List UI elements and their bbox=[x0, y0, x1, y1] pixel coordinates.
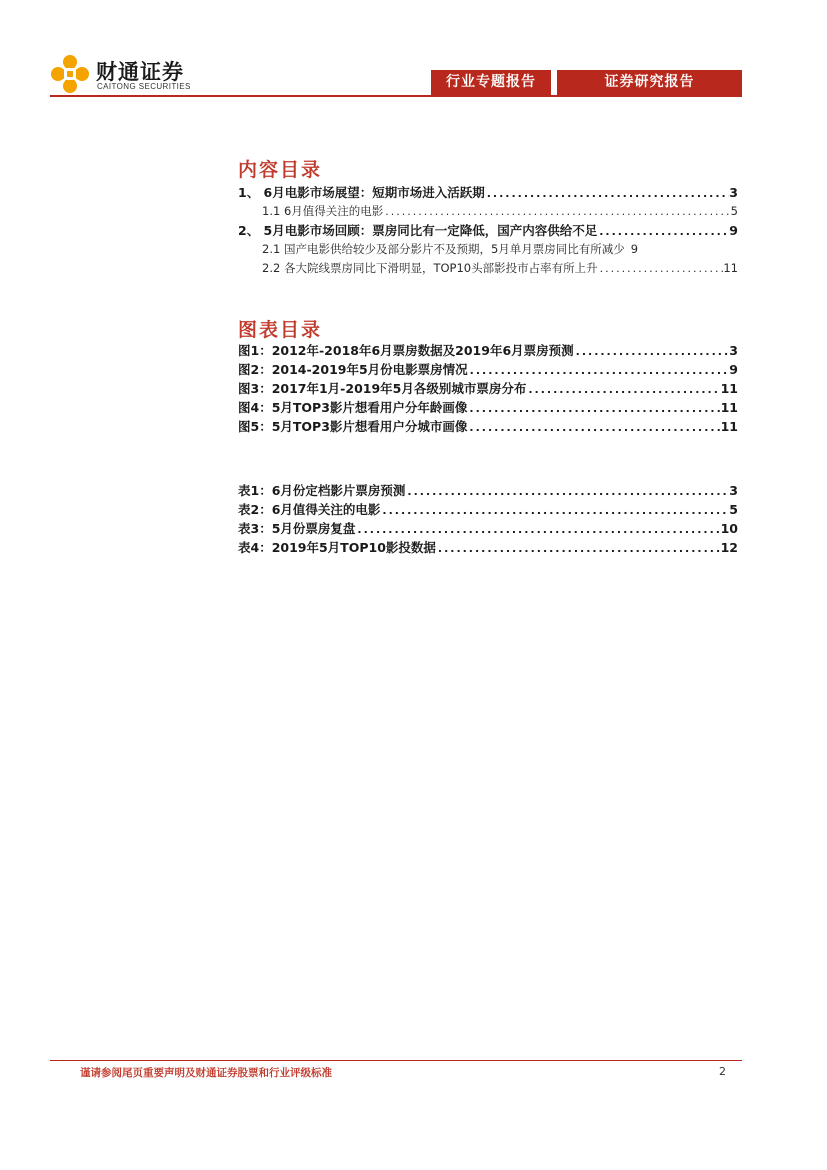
logo-english-text: CAITONG SECURITIES bbox=[97, 82, 191, 91]
toc-entry-page: 9 bbox=[729, 223, 738, 238]
toc-entry-page: 9 bbox=[630, 242, 639, 256]
toc-entry-page: 3 bbox=[729, 185, 738, 200]
figure-entry[interactable] bbox=[238, 361, 738, 379]
table-entry-text: 表4：2019年5月TOP10影投数据 bbox=[238, 540, 436, 555]
leader-dots bbox=[526, 381, 720, 398]
figure-entry-page: 11 bbox=[720, 400, 738, 415]
table-entry[interactable] bbox=[238, 520, 738, 538]
figure-entry-page: 3 bbox=[729, 343, 738, 358]
leader-dots bbox=[485, 185, 730, 202]
figure-entry-text: 图5：5月TOP3影片想看用户分城市画像 bbox=[238, 419, 468, 434]
leader-dots bbox=[597, 223, 729, 240]
report-type-tab: 行业专题报告 bbox=[431, 70, 551, 95]
table-entry-page: 10 bbox=[720, 521, 738, 536]
leader-dots bbox=[380, 502, 729, 519]
caitong-logo-icon bbox=[50, 54, 90, 94]
table-entry-text: 表1：6月份定档影片票房预测 bbox=[238, 483, 406, 498]
contents-title: 内容目录 bbox=[238, 159, 323, 181]
figure-entry-page: 11 bbox=[720, 381, 738, 396]
leader-dots bbox=[436, 540, 721, 557]
toc-entry[interactable] bbox=[238, 222, 738, 240]
table-entry-page: 5 bbox=[729, 502, 738, 517]
figure-entry-page: 9 bbox=[729, 362, 738, 377]
footer-rule bbox=[50, 1060, 742, 1061]
company-logo bbox=[50, 54, 220, 94]
toc-entry[interactable] bbox=[262, 241, 738, 258]
figure-entry-text: 图3：2017年1月-2019年5月各级别城市票房分布 bbox=[238, 381, 527, 396]
leader-dots bbox=[467, 400, 720, 417]
figure-entry[interactable] bbox=[238, 342, 738, 360]
leader-dots bbox=[598, 260, 724, 277]
figure-entry-page: 11 bbox=[720, 419, 738, 434]
leader-dots bbox=[574, 343, 730, 360]
figure-entry-text: 图1：2012年-2018年6月票房数据及2019年6月票房预测 bbox=[238, 343, 574, 358]
table-entry[interactable] bbox=[238, 539, 738, 557]
logo-chinese-text: 财通证券 bbox=[96, 60, 184, 84]
figure-entry[interactable] bbox=[238, 399, 738, 417]
header-rule bbox=[50, 95, 742, 97]
leader-dots bbox=[405, 483, 729, 500]
leader-dots bbox=[467, 419, 720, 436]
report-category-tab: 证券研究报告 bbox=[557, 70, 742, 95]
toc-entry[interactable] bbox=[262, 260, 738, 277]
figure-entry-text: 图2：2014-2019年5月份电影票房情况 bbox=[238, 362, 468, 377]
toc-entry-text: 1、 6月电影市场展望：短期市场进入活跃期 bbox=[238, 185, 485, 200]
figure-entry[interactable] bbox=[238, 380, 738, 398]
toc-entry[interactable] bbox=[262, 203, 738, 220]
table-entry-text: 表2：6月值得关注的电影 bbox=[238, 502, 381, 517]
toc-entry-page: 11 bbox=[723, 261, 738, 275]
toc-entry-text: 2、 5月电影市场回顾：票房同比有一定降低，国产内容供给不足 bbox=[238, 223, 598, 238]
table-entry-text: 表3：5月份票房复盘 bbox=[238, 521, 356, 536]
page-number: 2 bbox=[719, 1065, 726, 1078]
toc-entry-page: 5 bbox=[730, 204, 738, 218]
toc-entry-text: 1.1 6月值得关注的电影 bbox=[262, 204, 384, 218]
figures-title: 图表目录 bbox=[238, 319, 323, 341]
leader-dots bbox=[355, 521, 720, 538]
toc-entry[interactable] bbox=[238, 184, 738, 202]
toc-entry-text: 2.1 国产电影供给较少及部分影片不及预期，5月单月票房同比有所减少 bbox=[262, 242, 625, 256]
table-entry-page: 3 bbox=[729, 483, 738, 498]
leader-dots bbox=[468, 362, 730, 379]
table-entry-page: 12 bbox=[720, 540, 738, 555]
figure-entry-text: 图4：5月TOP3影片想看用户分年龄画像 bbox=[238, 400, 468, 415]
table-entry[interactable] bbox=[238, 501, 738, 519]
figure-entry[interactable] bbox=[238, 418, 738, 436]
footer-disclaimer: 谨请参阅尾页重要声明及财通证券股票和行业评级标准 bbox=[80, 1067, 332, 1079]
table-entry[interactable] bbox=[238, 482, 738, 500]
toc-entry-text: 2.2 各大院线票房同比下滑明显，TOP10头部影投市占率有所上升 bbox=[262, 261, 598, 275]
leader-dots bbox=[383, 203, 730, 220]
